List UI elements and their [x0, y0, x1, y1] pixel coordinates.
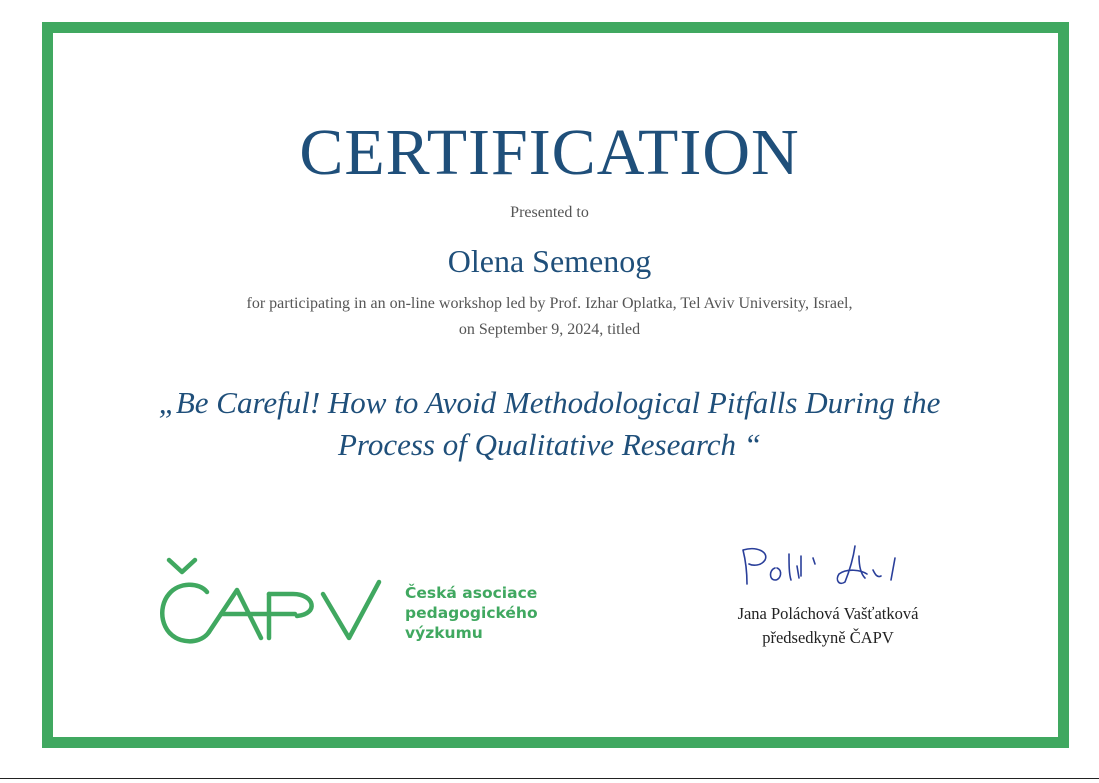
workshop-title-line-1: „Be Careful! How to Avoid Methodological Pitfalls During the: [158, 385, 941, 420]
workshop-title-line-2: Process of Qualitative Research “: [337, 427, 761, 462]
presented-to-label: Presented to: [510, 204, 589, 221]
signatory-role: předsedkyně ČAPV: [762, 628, 894, 647]
org-name-line-3: výzkumu: [405, 624, 483, 642]
description-line-1: for participating in an on-line workshop led by Prof. Izhar Oplatka, Tel Aviv University, Israel,: [246, 295, 853, 312]
recipient-name: Olena Semenog: [447, 243, 652, 279]
description-line-2: on September 9, 2024, titled: [458, 321, 641, 338]
org-name-line-1: Česká asociace: [405, 584, 538, 602]
certificate-title: CERTIFICATION: [299, 116, 800, 189]
page-bottom-divider: [0, 778, 1099, 779]
capv-organization-name: [405, 583, 538, 643]
signatory-name: Jana Poláchová Vašťatková: [737, 604, 919, 623]
capv-logo-icon: [155, 552, 390, 652]
org-name-line-2: pedagogického: [405, 604, 538, 622]
handwritten-signature: [735, 540, 915, 595]
